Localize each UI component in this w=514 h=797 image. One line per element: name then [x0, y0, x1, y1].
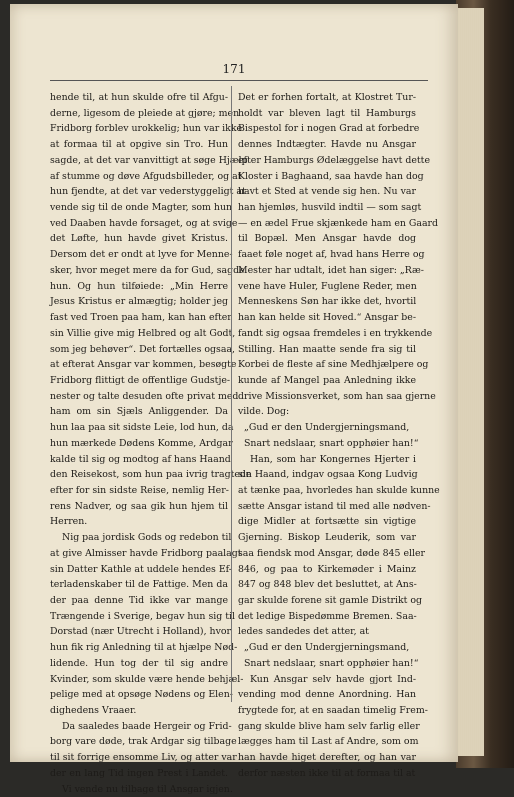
text-line: borg vare døde, trak Ardgar sig tilbage [50, 736, 237, 748]
text-line: gar skulde forene sit gamle Distrikt og [238, 595, 423, 606]
text-line: gang skulde blive ham selv farlig eller [238, 720, 420, 732]
text-line: Da saaledes baade Hergeir og Frid- [62, 720, 232, 732]
text-line: ledes sandedes det atter, at [238, 626, 369, 638]
text-line: Fridborg flittigt de offentlige Gudstje- [50, 374, 231, 386]
text-line: Stilling. Han maatte sende fra sig til [238, 343, 416, 355]
text-line: saa fiendsk mod Ansgar, døde 845 eller [238, 547, 426, 559]
header-rule [50, 80, 428, 81]
text-line: hun laa paa sit sidste Leie, lod hun, da [50, 422, 234, 434]
text-line: vende sig til de onde Magter, som hun [50, 202, 233, 214]
text-line: Trængende i Sverige, begav hun sig til [50, 610, 236, 622]
text-line: Vi vende nu tilbage til Ansgar igjen. [62, 783, 233, 795]
text-line: hun mærkede Dødens Komme, Ardgar [50, 437, 233, 449]
text-line: det Løfte, hun havde givet Kristus. [50, 233, 228, 245]
text-line: Menneskens Søn har ikke det, hvortil [238, 296, 417, 308]
text-line: lidende. Hun tog der til sig andre [50, 657, 228, 669]
text-line: — en ædel Frue skjænkede ham en Gaard [238, 217, 439, 229]
text-line: vending mod denne Anordning. Han [238, 689, 416, 701]
text-line: Jesus Kristus er almægtig; holder jeg [50, 296, 228, 308]
text-line: at formaa til at opgive sin Tro. Hun [50, 139, 228, 151]
text-line: han hjemløs, husvild indtil — som sagt [238, 202, 422, 214]
text-line: efter for sin sidste Reise, nemlig Her- [50, 484, 229, 496]
column-divider [231, 86, 232, 702]
page-edges [455, 8, 484, 756]
text-line: at give Almisser havde Fridborg paalagt [50, 547, 242, 559]
text-line: Dersom det er ondt at lyve for Menne- [50, 249, 233, 261]
text-line: Korbei de fleste af sine Medhjælpere og [238, 359, 429, 371]
text-line: holdt var bleven lagt til Hamburgs [238, 107, 416, 119]
text-line: ham om sin Sjæls Anliggender. Da [50, 406, 228, 418]
text-line: fast ved Troen paa ham, kan han efter [50, 312, 232, 324]
text-line: 847 og 848 blev det besluttet, at Ans- [238, 579, 417, 591]
text-line: Kvinder, som skulde være hende behjæl- [50, 673, 244, 685]
text-line: kunde af Mangel paa Anledning ikke [238, 374, 416, 386]
text-line: det ledige Bispedømme Bremen. Saa- [238, 610, 417, 622]
text-line: Kun Ansgar selv havde gjort Ind- [250, 673, 416, 685]
text-line: der en lang Tid ingen Prest i Landet. [50, 767, 228, 779]
text-line: vilde. Dog: [238, 406, 290, 418]
text-line: Kloster i Baghaand, saa havde han dog [238, 170, 424, 182]
text-line: Snart nedslaar, snart opphøier han!“ [244, 657, 419, 669]
text-line: derne, ligesom de pleiede at gjøre; men [50, 107, 240, 119]
text-line: rens Nadver, og saa gik hun hjem til [50, 500, 228, 512]
text-line: af stumme og døve Afgudsbilleder, og at [50, 170, 242, 182]
text-line: han kan helde sit Hoved.“ Ansgar be- [238, 312, 416, 324]
text-line: Snart nedslaar, snart opphøier han!“ [244, 437, 419, 449]
page-number: 171 [222, 62, 246, 76]
left-column [50, 90, 252, 797]
text-line: den Reisekost, som hun paa ivrig tragtede [50, 469, 252, 481]
text-line: sin Villie give mig Helbred og alt Godt, [50, 327, 236, 339]
text-line: Han, som har Kongernes Hjerter i [250, 453, 416, 465]
text-line: til sit forrige ensomme Liv, og atter var [50, 752, 237, 764]
text-line: at efterat Ansgar var kommen, besøgte [50, 359, 237, 371]
text-line: hun fjendte, at det var vederstyggeligt at [50, 186, 246, 198]
text-line: „Gud er den Undergjerningsmand, [244, 422, 410, 434]
text-line: sagde, at det var vanvittigt at søge Hjælp [50, 154, 248, 166]
text-line: hun fik rig Anledning til at hjælpe Nød- [50, 642, 238, 654]
text-line: hende til, at hun skulde ofre til Afgu- [50, 92, 228, 103]
text-line: „Gud er den Undergjerningsmand, [244, 642, 410, 654]
text-line: han havde higet derefter, og han var [238, 752, 416, 764]
text-line: drive Missionsverket, som han saa gjerne [238, 390, 436, 402]
text-line: nester og talte desuden ofte privat med [50, 390, 239, 402]
text-line: til Bopæl. Men Ansgar havde dog [238, 233, 416, 245]
text-line: kalde til sig og modtog af hans Haand [50, 453, 231, 465]
text-line: dige Midler at fortsætte sin vigtige [238, 516, 416, 528]
text-line: Fridborg forblev urokkelig; hun var ikke [50, 123, 243, 135]
text-line: dighedens Vraaer. [50, 705, 137, 717]
text-line: lægges ham til Last af Andre, som om [238, 736, 419, 748]
text-line: sin Haand, indgav ogsaa Kong Ludvig [238, 469, 418, 481]
text-line: Dorstad (nær Utrecht i Holland), hvor [50, 626, 231, 638]
text-line: sker, hvor meget mere da for Gud, sagde [50, 264, 245, 276]
text-line: Bispestol for i nogen Grad at forbedre [238, 123, 420, 135]
text-line: hun. Og hun tilføiede: „Min Herre [50, 280, 228, 292]
text-line: at tænke paa, hvorledes han skulde kunne [238, 484, 440, 496]
book-page [10, 4, 458, 795]
text-line: 846, og paa to Kirkemøder i Mainz [238, 563, 416, 575]
text-line: fandt sig ogsaa fremdeles i en trykkende [238, 327, 433, 339]
text-line: sætte Ansgar istand til med alle nødven- [238, 500, 431, 512]
text-line: Nig paa jordisk Gods og redebon til [62, 532, 232, 544]
text-line: havt et Sted at vende sig hen. Nu var [238, 186, 416, 198]
text-line: pelige med at opsøge Nødens og Elen- [50, 689, 233, 701]
text-line: Mester har udtalt, idet han siger: „Ræ- [238, 264, 424, 276]
text-line: dennes Indtægter. Havde nu Ansgar [238, 139, 416, 151]
text-line: vene have Huler, Fuglene Reder, men [238, 280, 417, 292]
text-line: derfor næsten ikke til at formaa til at [238, 767, 416, 779]
text-line: ved Daaben havde forsaget, og at svige [50, 217, 238, 229]
text-line: som jeg behøver“. Det fortælles ogsaa, [50, 343, 236, 355]
text-line: terladenskaber til de Fattige. Men da [50, 579, 228, 591]
text-line: Herren. [50, 516, 88, 528]
text-line: sin Datter Kathle at uddele hendes Ef- [50, 563, 232, 575]
text-line: efter Hamburgs Ødelæggelse havt dette [238, 154, 430, 166]
text-line: faaet føle noget af, hvad hans Herre og [238, 249, 425, 261]
text-line: frygtede for, at en saadan timelig Frem- [238, 705, 428, 717]
text-line: Det er forhen fortalt, at Klostret Tur- [238, 92, 416, 103]
text-line: der paa denne Tid ikke var mange [50, 595, 228, 606]
text-line: Gjerning. Biskop Leuderik, som var [238, 532, 416, 544]
right-column [238, 90, 440, 782]
